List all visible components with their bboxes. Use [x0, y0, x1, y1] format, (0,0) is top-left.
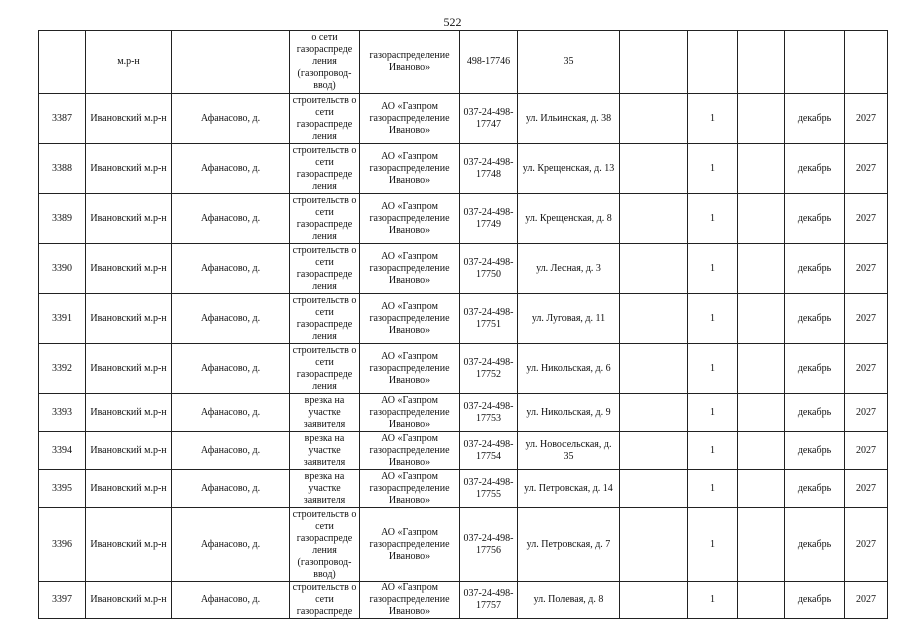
quantity-cell: 1: [688, 94, 738, 144]
district-cell: Ивановский м.р-н: [86, 344, 172, 394]
settlement-cell: Афанасово, д.: [172, 294, 290, 344]
empty-cell: [738, 508, 785, 582]
empty-cell: [738, 244, 785, 294]
work-type-cell: врезка на участке заявителя: [290, 432, 360, 470]
empty-cell: [620, 194, 688, 244]
quantity-cell: 1: [688, 394, 738, 432]
district-cell: Ивановский м.р-н: [86, 394, 172, 432]
district-cell: Ивановский м.р-н: [86, 94, 172, 144]
settlement-cell: Афанасово, д.: [172, 432, 290, 470]
address-cell: 35: [518, 31, 620, 94]
organization-cell: АО «Газпром газораспределение Иваново»: [360, 344, 460, 394]
row-number-cell: 3397: [39, 582, 86, 619]
organization-cell: АО «Газпром газораспределение Иваново»: [360, 582, 460, 619]
year-cell: 2027: [845, 470, 888, 508]
district-cell: Ивановский м.р-н: [86, 470, 172, 508]
month-cell: декабрь: [785, 94, 845, 144]
month-cell: декабрь: [785, 194, 845, 244]
quantity-cell: 1: [688, 144, 738, 194]
code-cell: 037-24-498-17747: [460, 94, 518, 144]
registry-table: [38, 30, 888, 619]
district-cell: Ивановский м.р-н: [86, 244, 172, 294]
table-row: [39, 294, 888, 344]
address-cell: ул. Никольская, д. 9: [518, 394, 620, 432]
code-cell: 037-24-498-17756: [460, 508, 518, 582]
code-cell: 037-24-498-17755: [460, 470, 518, 508]
quantity-cell: 1: [688, 194, 738, 244]
code-cell: 037-24-498-17751: [460, 294, 518, 344]
month-cell: декабрь: [785, 470, 845, 508]
row-number-cell: 3388: [39, 144, 86, 194]
month-cell: декабрь: [785, 432, 845, 470]
district-cell: Ивановский м.р-н: [86, 582, 172, 619]
month-cell: декабрь: [785, 344, 845, 394]
work-type-cell: строительств о сети газораспреде ления: [290, 144, 360, 194]
row-number-cell: 3391: [39, 294, 86, 344]
district-cell: Ивановский м.р-н: [86, 144, 172, 194]
year-cell: 2027: [845, 432, 888, 470]
code-cell: 037-24-498-17752: [460, 344, 518, 394]
month-cell: декабрь: [785, 582, 845, 619]
month-cell: декабрь: [785, 294, 845, 344]
work-type-cell: строительств о сети газораспреде: [290, 582, 360, 619]
empty-cell: [738, 582, 785, 619]
empty-cell: [620, 144, 688, 194]
year-cell: [845, 31, 888, 94]
row-number-cell: 3396: [39, 508, 86, 582]
settlement-cell: Афанасово, д.: [172, 582, 290, 619]
district-cell: Ивановский м.р-н: [86, 194, 172, 244]
month-cell: декабрь: [785, 144, 845, 194]
work-type-cell: строительств о сети газораспреде ления: [290, 94, 360, 144]
organization-cell: АО «Газпром газораспределение Иваново»: [360, 508, 460, 582]
table-row: [39, 470, 888, 508]
table-row: [39, 94, 888, 144]
month-cell: декабрь: [785, 244, 845, 294]
row-number-cell: 3389: [39, 194, 86, 244]
code-cell: 037-24-498-17748: [460, 144, 518, 194]
address-cell: ул. Никольская, д. 6: [518, 344, 620, 394]
row-number-cell: 3394: [39, 432, 86, 470]
quantity-cell: 1: [688, 244, 738, 294]
address-cell: ул. Петровская, д. 14: [518, 470, 620, 508]
settlement-cell: Афанасово, д.: [172, 470, 290, 508]
quantity-cell: 1: [688, 432, 738, 470]
table-row: [39, 144, 888, 194]
empty-cell: [620, 344, 688, 394]
empty-cell: [738, 344, 785, 394]
table-row: [39, 394, 888, 432]
empty-cell: [738, 144, 785, 194]
empty-cell: [620, 394, 688, 432]
code-cell: 037-24-498-17750: [460, 244, 518, 294]
settlement-cell: Афанасово, д.: [172, 144, 290, 194]
month-cell: декабрь: [785, 508, 845, 582]
work-type-cell: врезка на участке заявителя: [290, 470, 360, 508]
organization-cell: АО «Газпром газораспределение Иваново»: [360, 470, 460, 508]
year-cell: 2027: [845, 144, 888, 194]
settlement-cell: Афанасово, д.: [172, 508, 290, 582]
code-cell: 037-24-498-17754: [460, 432, 518, 470]
table-row: [39, 432, 888, 470]
empty-cell: [620, 508, 688, 582]
table-row: [39, 508, 888, 582]
organization-cell: газораспределение Иваново»: [360, 31, 460, 94]
district-cell: Ивановский м.р-н: [86, 508, 172, 582]
year-cell: 2027: [845, 94, 888, 144]
row-number-cell: 3393: [39, 394, 86, 432]
code-cell: 037-24-498-17749: [460, 194, 518, 244]
year-cell: 2027: [845, 508, 888, 582]
quantity-cell: 1: [688, 470, 738, 508]
quantity-cell: 1: [688, 508, 738, 582]
empty-cell: [620, 470, 688, 508]
page-number: 522: [443, 15, 462, 29]
month-cell: декабрь: [785, 394, 845, 432]
row-number-cell: 3395: [39, 470, 86, 508]
table-row: [39, 344, 888, 394]
organization-cell: АО «Газпром газораспределение Иваново»: [360, 394, 460, 432]
empty-cell: [620, 244, 688, 294]
quantity-cell: 1: [688, 344, 738, 394]
empty-cell: [738, 194, 785, 244]
empty-cell: [738, 432, 785, 470]
address-cell: ул. Ильинская, д. 38: [518, 94, 620, 144]
address-cell: ул. Крещенская, д. 8: [518, 194, 620, 244]
address-cell: ул. Полевая, д. 8: [518, 582, 620, 619]
quantity-cell: 1: [688, 582, 738, 619]
empty-cell: [738, 294, 785, 344]
code-cell: 498-17746: [460, 31, 518, 94]
settlement-cell: [172, 31, 290, 94]
organization-cell: АО «Газпром газораспределение Иваново»: [360, 194, 460, 244]
empty-cell: [620, 31, 688, 94]
empty-cell: [738, 94, 785, 144]
settlement-cell: Афанасово, д.: [172, 394, 290, 432]
work-type-cell: о сети газораспреде ления (газопровод-ввод): [290, 31, 360, 94]
quantity-cell: [688, 31, 738, 94]
quantity-cell: 1: [688, 294, 738, 344]
code-cell: 037-24-498-17757: [460, 582, 518, 619]
year-cell: 2027: [845, 582, 888, 619]
empty-cell: [620, 94, 688, 144]
year-cell: 2027: [845, 194, 888, 244]
row-number-cell: 3392: [39, 344, 86, 394]
empty-cell: [620, 432, 688, 470]
year-cell: 2027: [845, 394, 888, 432]
district-cell: Ивановский м.р-н: [86, 294, 172, 344]
work-type-cell: строительств о сети газораспреде ления: [290, 244, 360, 294]
organization-cell: АО «Газпром газораспределение Иваново»: [360, 244, 460, 294]
year-cell: 2027: [845, 244, 888, 294]
work-type-cell: строительств о сети газораспреде ления: [290, 294, 360, 344]
organization-cell: АО «Газпром газораспределение Иваново»: [360, 144, 460, 194]
settlement-cell: Афанасово, д.: [172, 344, 290, 394]
district-cell: м.р-н: [86, 31, 172, 94]
month-cell: [785, 31, 845, 94]
table-row: [39, 194, 888, 244]
settlement-cell: Афанасово, д.: [172, 94, 290, 144]
year-cell: 2027: [845, 344, 888, 394]
work-type-cell: строительств о сети газораспреде ления: [290, 194, 360, 244]
organization-cell: АО «Газпром газораспределение Иваново»: [360, 294, 460, 344]
settlement-cell: Афанасово, д.: [172, 194, 290, 244]
address-cell: ул. Луговая, д. 11: [518, 294, 620, 344]
address-cell: ул. Лесная, д. 3: [518, 244, 620, 294]
empty-cell: [738, 394, 785, 432]
work-type-cell: врезка на участке заявителя: [290, 394, 360, 432]
row-number-cell: 3390: [39, 244, 86, 294]
address-cell: ул. Новосельская, д. 35: [518, 432, 620, 470]
code-cell: 037-24-498-17753: [460, 394, 518, 432]
table-row: [39, 582, 888, 619]
work-type-cell: строительств о сети газораспреде ления (газопровод-ввод): [290, 508, 360, 582]
row-number-cell: [39, 31, 86, 94]
table-row: [39, 31, 888, 94]
address-cell: ул. Крещенская, д. 13: [518, 144, 620, 194]
organization-cell: АО «Газпром газораспределение Иваново»: [360, 94, 460, 144]
settlement-cell: Афанасово, д.: [172, 244, 290, 294]
empty-cell: [738, 31, 785, 94]
empty-cell: [738, 470, 785, 508]
table-row: [39, 244, 888, 294]
row-number-cell: 3387: [39, 94, 86, 144]
organization-cell: АО «Газпром газораспределение Иваново»: [360, 432, 460, 470]
empty-cell: [620, 294, 688, 344]
address-cell: ул. Петровская, д. 7: [518, 508, 620, 582]
empty-cell: [620, 582, 688, 619]
year-cell: 2027: [845, 294, 888, 344]
work-type-cell: строительств о сети газораспреде ления: [290, 344, 360, 394]
district-cell: Ивановский м.р-н: [86, 432, 172, 470]
